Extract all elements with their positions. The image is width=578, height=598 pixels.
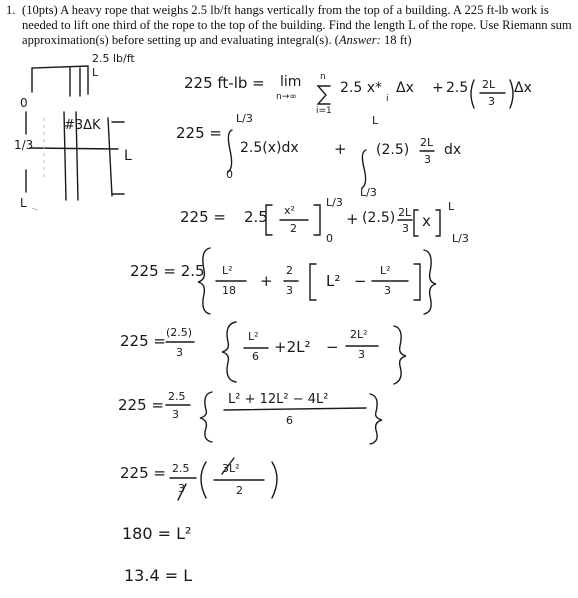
line6-numerator: L² + 12L² − 4L² — [228, 392, 329, 407]
line3-frac-den: 2 — [290, 222, 297, 235]
diagram-weight-label: 2.5 lb/ft — [92, 52, 135, 65]
line3-num2: 2L — [398, 206, 412, 219]
line3-lower: 0 — [326, 232, 333, 245]
problem-body: (10pts) A heavy rope that weighs 2.5 lb/ft hangs vertically from the top of a building. A 225 ft-lb work is needed to lift one third of the rope to the top of the building. Find the length L of the rope. Use Riemann sum approximation(s) before setting up and evaluating integral(s). (Answer: 18 ft) — [22, 3, 572, 47]
line1-term2-coef: 2.5 — [446, 80, 469, 96]
line2-int2-den: 3 — [424, 153, 431, 166]
line2-int1-body: 2.5(x)dx — [240, 140, 299, 156]
line1-sum-bottom: i=1 — [316, 106, 332, 116]
line5-brace-right — [394, 326, 406, 384]
line6-denominator: 6 — [286, 414, 293, 427]
line7-num: 3L² — [222, 462, 240, 475]
line1-term1: 2.5 x* — [340, 80, 382, 96]
line3-lower2: L/3 — [452, 232, 469, 245]
line3-bracket-body: x — [422, 212, 431, 230]
line6-coef-den: 3 — [172, 408, 179, 421]
answer-value: 18 ft — [383, 33, 408, 47]
rope-right-edge — [108, 118, 112, 196]
line4-bracket-left — [310, 264, 316, 300]
line1-term2-num: 2L — [482, 78, 496, 91]
line5-den1: 6 — [252, 350, 259, 363]
line5-coef-den: 3 — [176, 346, 183, 359]
line5-num1: L² — [248, 330, 259, 343]
line7-den: 2 — [236, 484, 243, 497]
line2-int2-lower: L/3 — [360, 186, 377, 199]
diagram-top-label: 0 — [20, 96, 28, 110]
diagram-slice-label: #3ΔK — [64, 118, 101, 133]
line3-den2: 3 — [402, 222, 409, 235]
diagram-side-label: L — [124, 148, 132, 164]
line4-minus: − — [354, 272, 367, 290]
diagram-third-label: 1/3 — [14, 138, 34, 152]
line6-brace-right — [370, 394, 382, 444]
line6-fraction-bar — [224, 408, 366, 410]
line2-lhs: 225 = — [176, 124, 222, 142]
line2-int1-upper: L/3 — [236, 112, 253, 125]
line1-plus: + — [432, 80, 444, 96]
line4-den3: 3 — [384, 284, 391, 297]
line3-frac-num: x² — [284, 204, 295, 217]
line6-lhs: 225 = — [118, 396, 164, 414]
line9-final-answer: 13.4 = L — [124, 566, 193, 585]
line1-term2-dx: Δx — [514, 80, 532, 96]
line5-lhs: 225 = — [120, 332, 166, 350]
line1-term1-sub: i — [386, 94, 389, 104]
diagram-bottom-label: L — [20, 196, 27, 210]
line2-int2-dx: dx — [444, 142, 462, 158]
problem-text: A heavy rope that weighs 2.5 lb/ft hangs vertically from the top of a building. A 225 ft-lb work is needed to lift one third of the rope to the top of the building. Find the length L of the rope. Use Riemann sum approximation(s) before setting up and evaluating integral(s). — [22, 3, 572, 47]
line4-den2: 3 — [286, 284, 293, 297]
slice-line — [30, 148, 118, 149]
line2-int2-coef: (2.5) — [376, 142, 410, 158]
line3-bracket2-right — [436, 210, 440, 236]
line8-result: 180 = L² — [122, 524, 192, 543]
integral-1 — [228, 130, 232, 172]
line4-bracket-right — [414, 264, 420, 300]
building-top-rope-lines — [70, 68, 80, 96]
line2-plus: + — [334, 140, 347, 158]
faint-mark — [32, 208, 38, 210]
line3-coef2: (2.5) — [362, 210, 396, 226]
line5-coef-num: (2.5) — [166, 326, 193, 339]
line6-brace-left — [200, 392, 212, 442]
line3-coef: 2.5 — [244, 208, 268, 226]
line4-lhs: 225 = 2.5 — [130, 262, 205, 280]
line4-den1: 18 — [222, 284, 236, 297]
diagram-rope-label: L — [92, 66, 99, 79]
problem-number: 1. — [6, 3, 16, 17]
line7-coef-num: 2.5 — [172, 462, 190, 475]
line3-lhs: 225 = — [180, 208, 226, 226]
rope-side-ticks — [112, 122, 124, 194]
line5-den2: 3 — [358, 348, 365, 361]
line3-bracket-right — [314, 205, 320, 235]
line1-lhs: 225 ft-lb = — [184, 74, 265, 92]
problem-points: (10pts) — [22, 3, 58, 17]
line4-num2: 2 — [286, 264, 293, 277]
line4-num1: L² — [222, 264, 233, 277]
line5-middle: +2L² — [274, 338, 311, 356]
line1-term2-den: 3 — [488, 95, 495, 108]
line4-inner-l: L² — [326, 272, 341, 290]
integral-2 — [362, 150, 366, 188]
line5-num2: 2L² — [350, 328, 368, 341]
line4-plus: + — [260, 272, 273, 290]
line3-upper2: L — [448, 200, 455, 213]
line3-plus: + — [346, 210, 359, 228]
line1-lim-sub: n→∞ — [276, 92, 297, 102]
line1-sum-top: n — [320, 72, 326, 82]
line1-term1-dx: Δx — [396, 80, 414, 96]
line3-upper: L/3 — [326, 196, 343, 209]
line5-brace-left — [222, 322, 236, 382]
line5-minus: − — [326, 338, 339, 356]
line3-bracket2-left — [414, 210, 418, 236]
answer-label: Answer: — [338, 33, 381, 47]
line4-brace-right — [424, 250, 436, 314]
line2-int1-lower: 0 — [226, 168, 233, 181]
line2-int2-num: 2L — [420, 136, 434, 149]
line4-brace-left — [198, 248, 210, 314]
line1-lim: lim — [280, 74, 302, 90]
line4-num3: L² — [380, 264, 391, 277]
line7-lhs: 225 = — [120, 464, 166, 482]
line2-int2-upper: L — [372, 114, 379, 127]
line6-coef-num: 2.5 — [168, 390, 186, 403]
sigma-symbol — [318, 86, 330, 104]
line7-coef-den: 3 — [178, 482, 185, 495]
